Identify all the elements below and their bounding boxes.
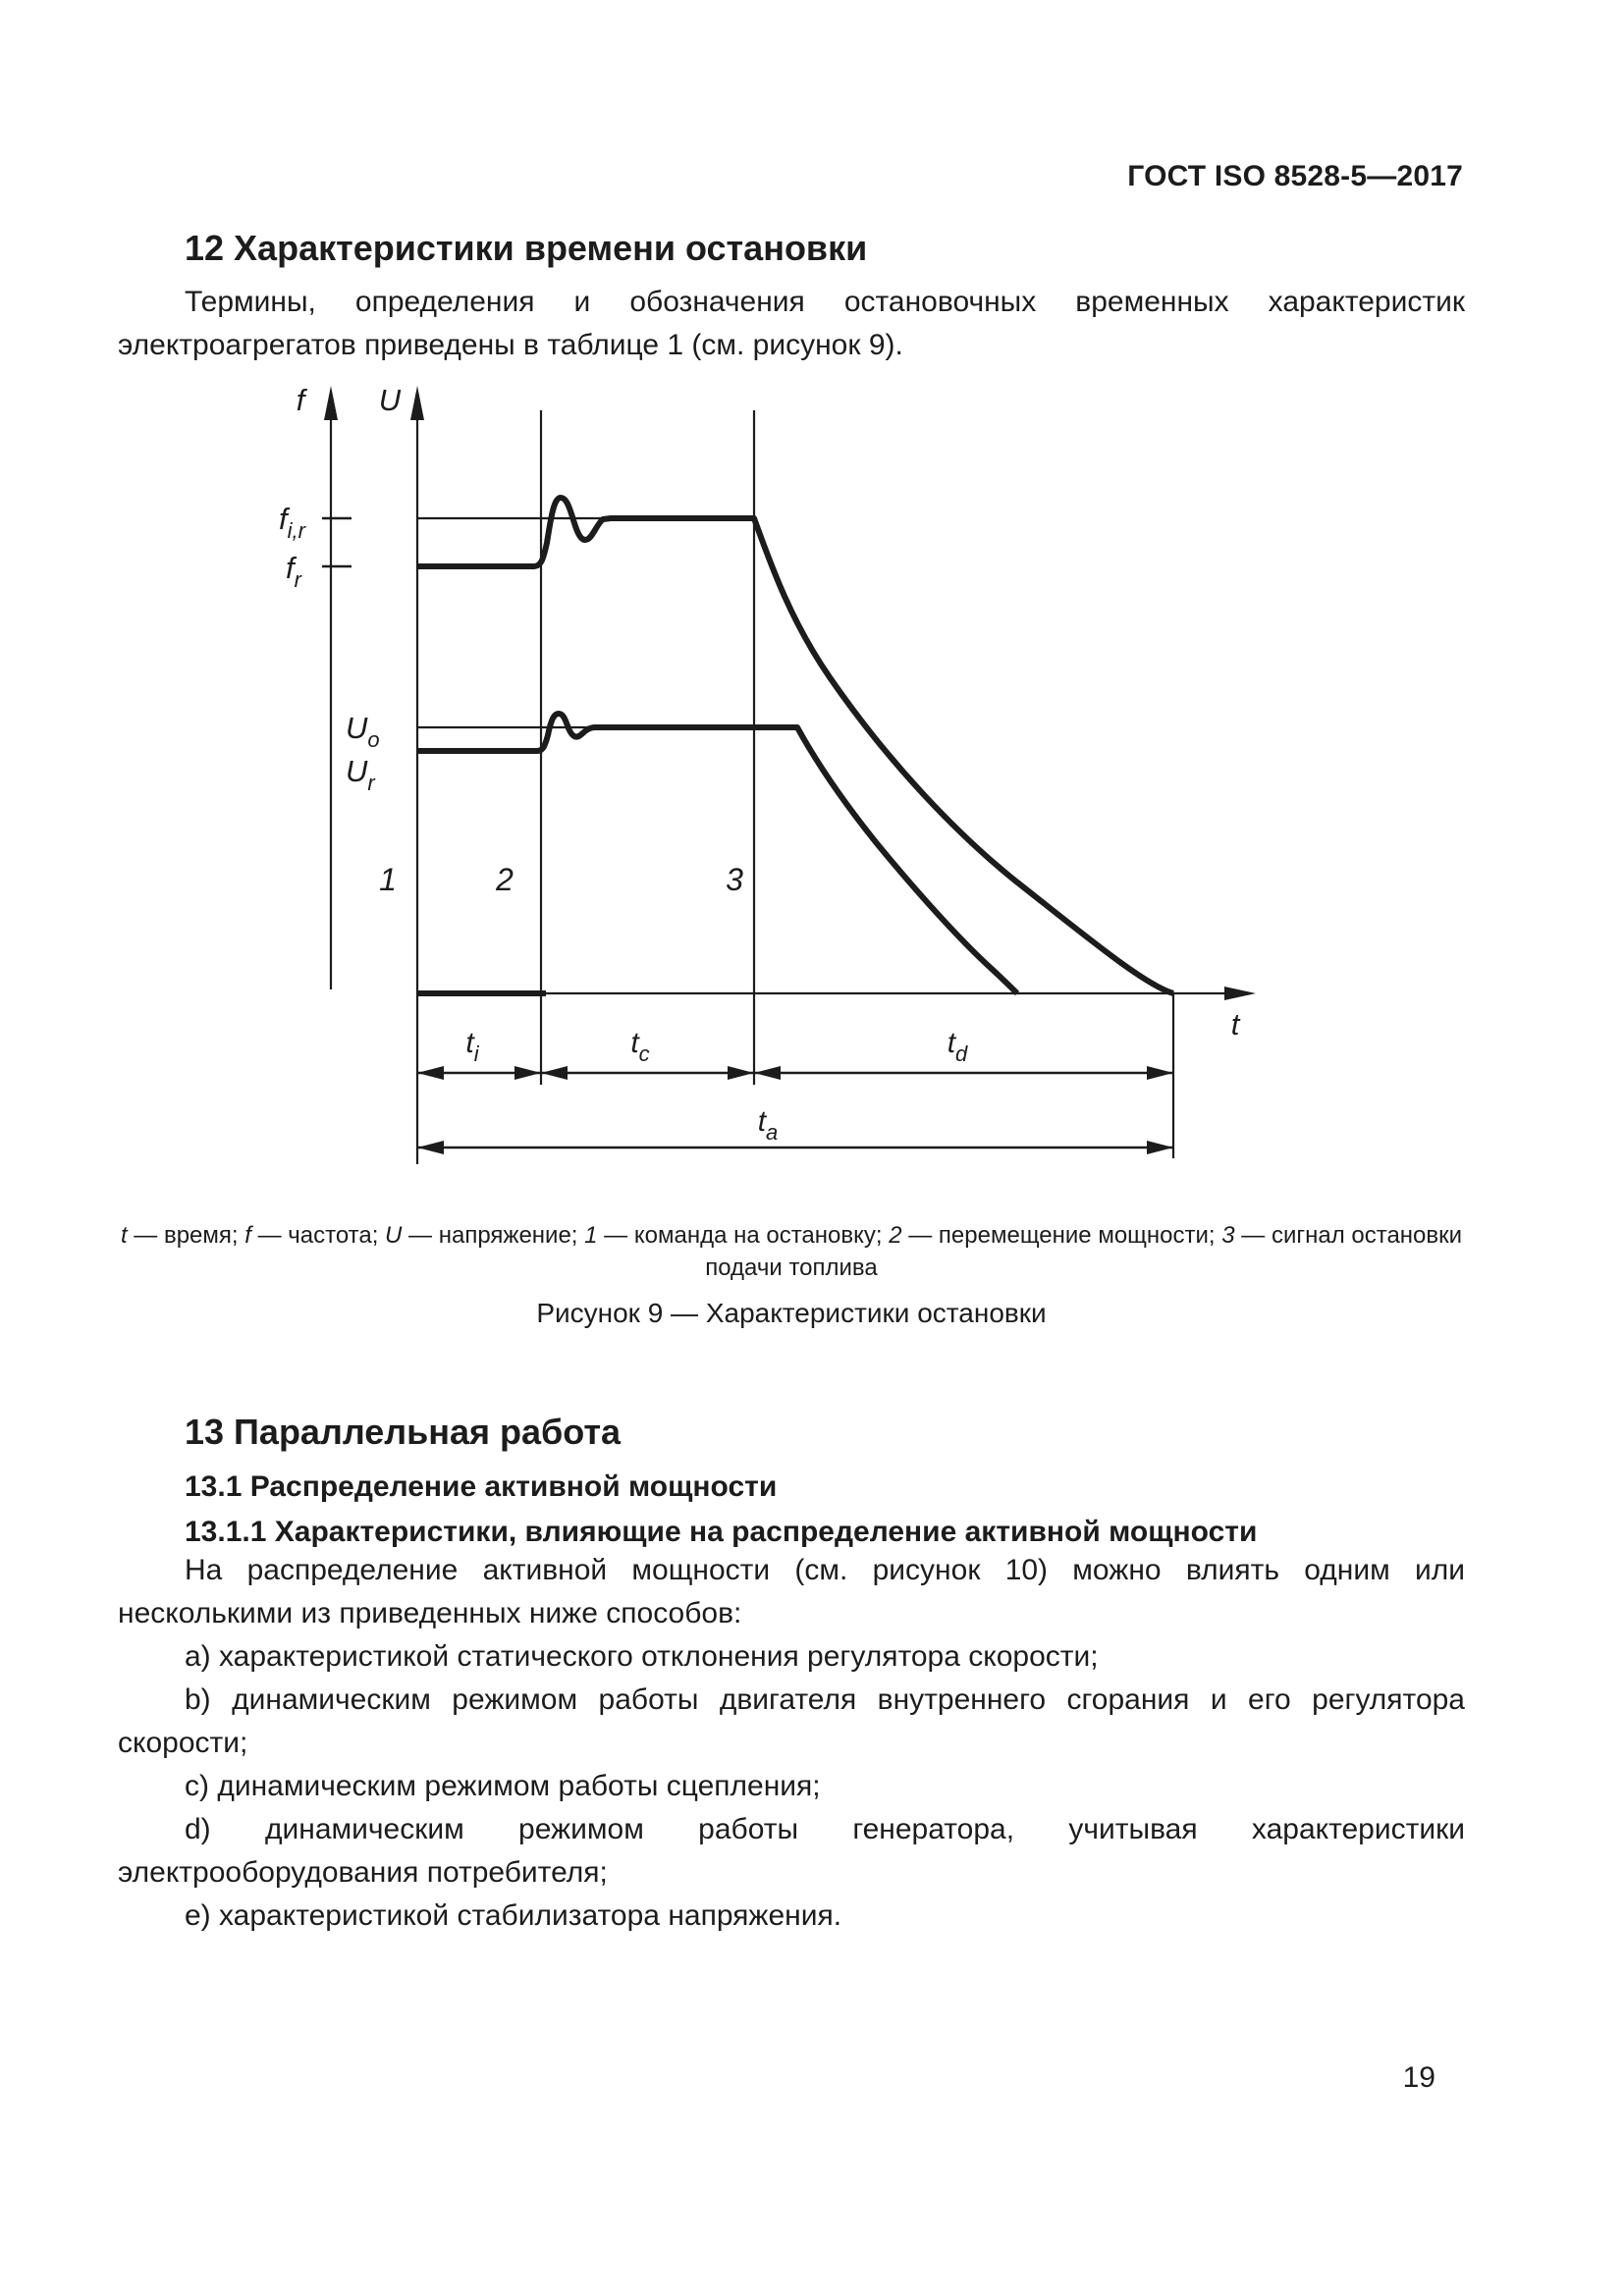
u-axis-label: U <box>378 383 402 417</box>
tick-label-fir: $f_{i,r}$ <box>279 502 305 543</box>
tc-left-arrow-icon <box>541 1066 568 1080</box>
list-item-b: b) динамическим режимом работы двигателя внутреннего сгорания и его регулятора скорости; <box>118 1683 1465 1759</box>
td-right-arrow-icon <box>1147 1066 1173 1080</box>
dim-label-ti: $t_i$ <box>465 1027 479 1066</box>
list-item-a: a) характеристикой статического отклонения регулятора скорости; <box>185 1640 1099 1673</box>
event-label-1: 1 <box>379 862 397 897</box>
page-number: 19 <box>1402 2061 1435 2094</box>
f-axis-label: f <box>296 383 305 417</box>
section-13-1-heading: 13.1 Распределение активной мощности <box>185 1470 778 1503</box>
section-12-heading: 12 Характеристики времени остановки <box>185 228 868 268</box>
dim-label-tc: $t_c$ <box>630 1027 650 1066</box>
ta-left-arrow-icon <box>417 1141 444 1154</box>
td-left-arrow-icon <box>754 1066 781 1080</box>
t-axis-label: t <box>1230 1007 1240 1041</box>
u-axis-arrow-icon <box>410 386 424 420</box>
legend-var-f: f <box>244 1222 251 1249</box>
tc-right-arrow-icon <box>728 1066 754 1080</box>
ta-right-arrow-icon <box>1147 1141 1173 1154</box>
figure-9-diagram <box>0 373 1624 1188</box>
legend-event-2: 2 <box>889 1222 902 1249</box>
legend-event-1: 1 <box>584 1222 598 1249</box>
tick-label-uo: $U_o$ <box>346 711 380 752</box>
list-item-e: e) характеристикой стабилизатора напряжения. <box>185 1899 842 1932</box>
section-13-heading: 13 Параллельная работа <box>185 1412 622 1452</box>
document-header: ГОСТ ISO 8528-5—2017 <box>1127 160 1463 192</box>
legend-event-3: 3 <box>1221 1222 1235 1249</box>
t-axis-arrow-icon <box>1224 987 1256 1000</box>
figure-legend: t — время; f — частота; U — напряжение; 1 — команда на остановку; 2 — перемещение мощности; 3 — сигнал остановки подачи топлива <box>120 1222 1463 1281</box>
list-item-c: c) динамическим режимом работы сцепления; <box>185 1770 821 1802</box>
f-axis-arrow-icon <box>324 386 338 420</box>
event-label-2: 2 <box>496 862 514 897</box>
ti-right-arrow-icon <box>514 1066 541 1080</box>
list-item-d: d) динамическим режимом работы генератора, учитывая характеристики электрооборудования потребителя; <box>118 1813 1465 1889</box>
figure-caption: Рисунок 9 — Характеристики остановки <box>536 1298 1047 1328</box>
legend-line-2: подачи топлива <box>705 1255 878 1281</box>
tick-label-fr: $f_r$ <box>286 551 301 592</box>
paragraph-text: Термины, определения и обозначения остановочных временных характеристик электроагрегатов приведены в таблице 1 (см. рисунок 9). <box>118 286 1465 361</box>
legend-var-t: t <box>120 1222 128 1249</box>
section-12-paragraph <box>118 281 1465 367</box>
voltage-curve <box>417 714 1017 993</box>
section-13-1-1-heading: 13.1.1 Характеристики, влияющие на распределение активной мощности <box>185 1516 1258 1548</box>
tick-label-ur: $U_r$ <box>346 754 375 795</box>
section-13-paragraph: На распределение активной мощности (см. рисунок 10) можно влиять одним или несколькими из приведенных ниже способов: <box>118 1554 1465 1629</box>
ti-left-arrow-icon <box>417 1066 444 1080</box>
event-label-3: 3 <box>726 862 743 897</box>
dim-label-td: $t_d$ <box>947 1027 968 1066</box>
dim-label-ta: $t_a$ <box>757 1105 779 1145</box>
legend-var-u: U <box>385 1222 403 1249</box>
section-13-body <box>118 1549 1465 1938</box>
frequency-curve <box>417 498 1173 993</box>
